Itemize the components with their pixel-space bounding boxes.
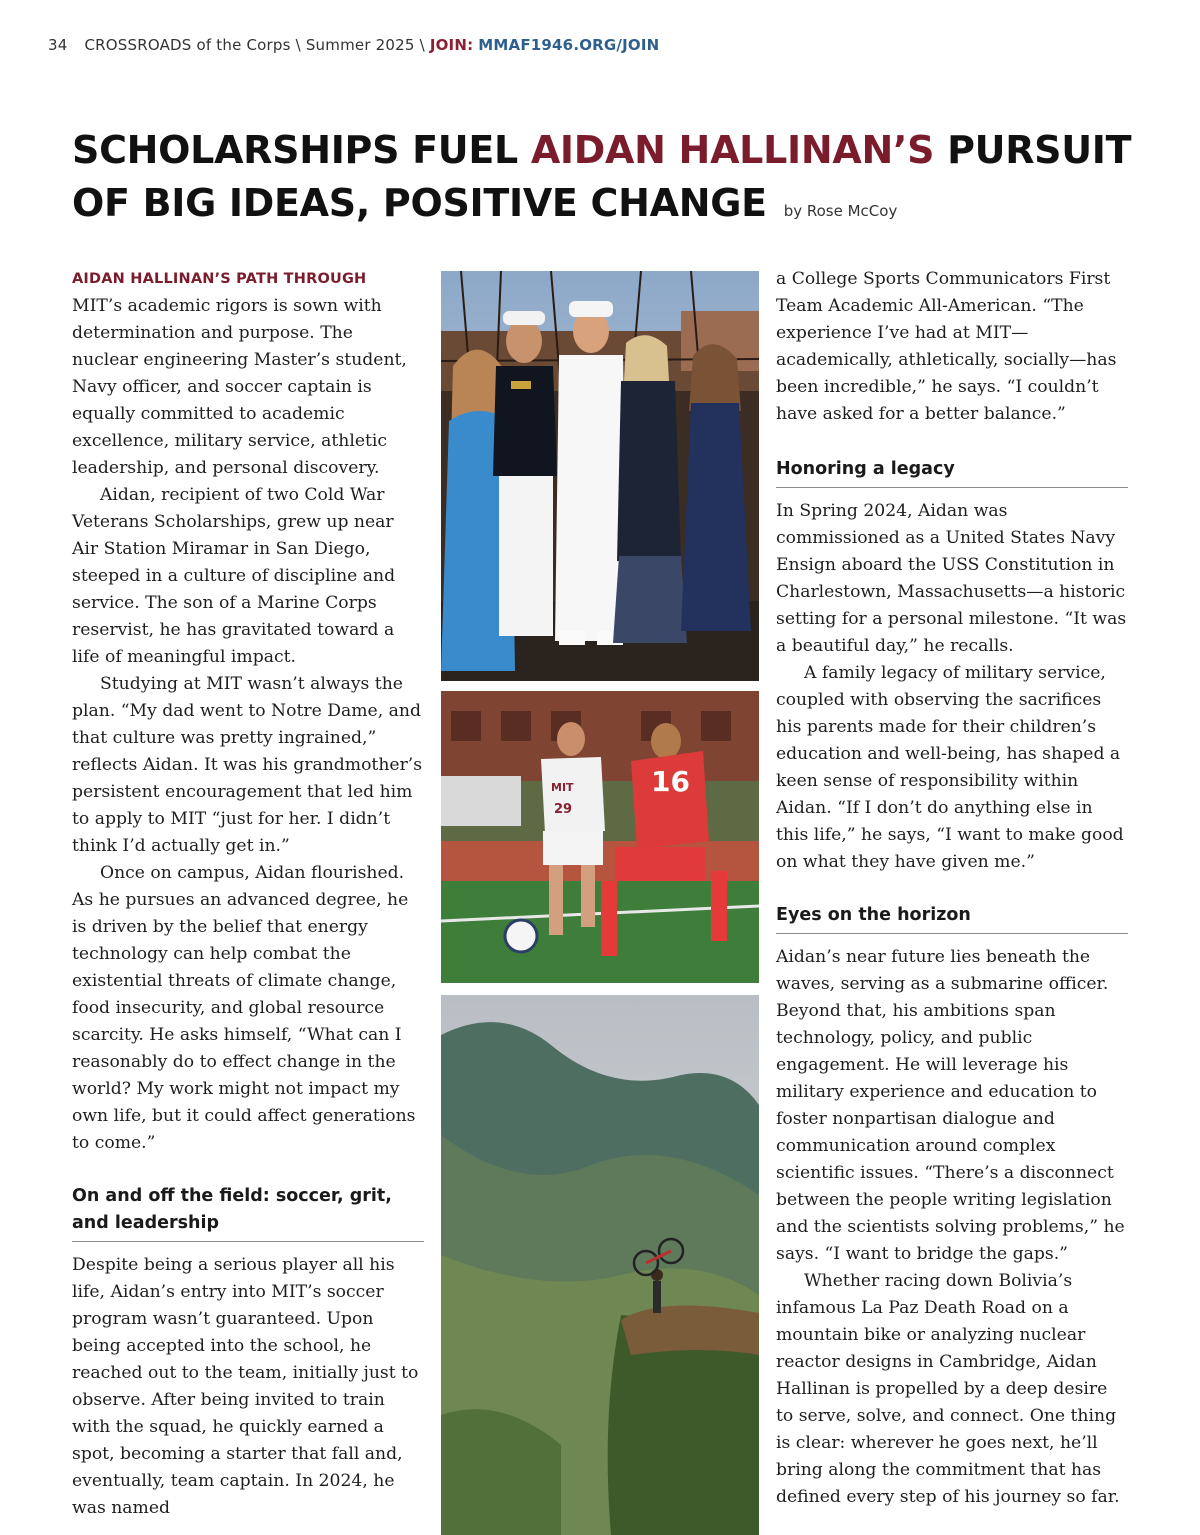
subheading-legacy: Honoring a legacy [776, 456, 1128, 488]
byline: by Rose McCoy [783, 202, 898, 220]
paragraph-scholarships: Aidan, recipient of two Cold War Veterans Scholarships, grew up near Air Station Miramar in San Diego, steeped in a culture of discipline and service. The son of a Marine Corps reservist, he has gravitated toward a life of meaningful impact. [72, 485, 396, 667]
paragraph-soccer: Despite being a serious player all his life, Aidan’s entry into MIT’s soccer program wasn’t guaranteed. Upon being accepted into the school, he reached out to the team, initially just to observe. After being invited to train with the squad, he quickly earned a spot, becoming a starter that fall and, eventually, team captain. In 2024, he was named [72, 1255, 419, 1518]
join-label: JOIN: [429, 36, 474, 54]
article-title [72, 124, 1152, 238]
page-number: 34 [48, 36, 68, 54]
jersey-number-red: 16 [651, 765, 690, 798]
paragraph-commission: In Spring 2024, Aidan was commissioned as a United States Navy Ensign aboard the USS Constitution in Charlestown, Massachusetts—a historic setting for a personal milestone. “It was a beautiful day,” he recalls. [776, 501, 1127, 656]
subheading-soccer: On and off the field: soccer, grit, and leadership [72, 1183, 424, 1242]
paragraph-closing: Whether racing down Bolivia’s infamous La Paz Death Road on a mountain bike or analyzing nuclear reactor designs in Cambridge, Aidan Hallinan is propelled by a deep desire to serve, solve, and connect. One thing is clear: wherever he goes next, he’ll bring along the commitment that has defined every step of his journey so far. [776, 1271, 1120, 1507]
paragraph-family-legacy: A family legacy of military service, coupled with observing the sacrifices his parents made for their children’s education and well-being, has shaped a keen sense of responsibility within Aidan. “If I don’t do anything else in this life,” he says, “I want to make good on what they have given me.” [776, 663, 1124, 872]
photo-soccer-match [441, 691, 759, 983]
column-left [72, 266, 424, 1522]
jersey-text-mit: MIT [551, 781, 574, 794]
join-link[interactable]: MMAF1946.ORG/JOIN [478, 36, 660, 54]
column-right [776, 266, 1128, 1511]
paragraph-notre-dame: Studying at MIT wasn’t always the plan. “My dad went to Notre Dame, and that culture was pretty ingrained,” reflects Aidan. It was his grandmother’s persistent encouragement that led him to apply to MIT “just for her. I didn’t think I’d actually get in.” [72, 674, 423, 856]
paragraph-soccer-continued: a College Sports Communicators First Team Academic All-American. “The experience I’ve had at MIT—academically, athletically, socially—has been incredible,” he says. “I couldn’t have asked for a better balance.” [776, 269, 1117, 424]
subheading-horizon: Eyes on the horizon [776, 902, 1128, 934]
page-header [48, 36, 659, 54]
title-part-1: SCHOLARSHIPS FUEL [72, 128, 531, 172]
photo-commissioning-family [441, 271, 759, 681]
publication-label: CROSSROADS of the Corps \ Summer 2025 \ [84, 36, 425, 54]
title-part-2: PURSUIT OF BIG IDEAS, POSITIVE CHANGE [72, 128, 1132, 225]
jersey-number-white: 29 [554, 802, 573, 817]
paragraph-campus: Once on campus, Aidan flourished. As he pursues an advanced degree, he is driven by the belief that energy technology can help combat the existential threats of climate change, food insecurity, and global resource scarcity. He asks himself, “What can I reasonably do to effect change in the world? My work might not impact my own life, but it could affect generations to come.” [72, 863, 416, 1153]
title-accent-name: AIDAN HALLINAN’S [530, 128, 935, 172]
photo-mountain-biking [441, 995, 759, 1535]
paragraph-intro: MIT’s academic rigors is sown with determination and purpose. The nuclear engineering Master’s student, Navy officer, and soccer captain is equally committed to academic excellence, military service, athletic leadership, and personal discovery. [72, 296, 407, 478]
lead-in-caps: AIDAN HALLINAN’S PATH THROUGH [72, 271, 367, 287]
paragraph-future: Aidan’s near future lies beneath the waves, serving as a submarine officer. Beyond that, his ambitions span technology, policy, and public engagement. He will leverage his military experience and education to foster nonpartisan dialogue and communication around complex scientific issues. “There’s a disconnect between the people writing legislation and the scientists solving problems,” he says. “I want to bridge the gaps.” [776, 947, 1125, 1264]
